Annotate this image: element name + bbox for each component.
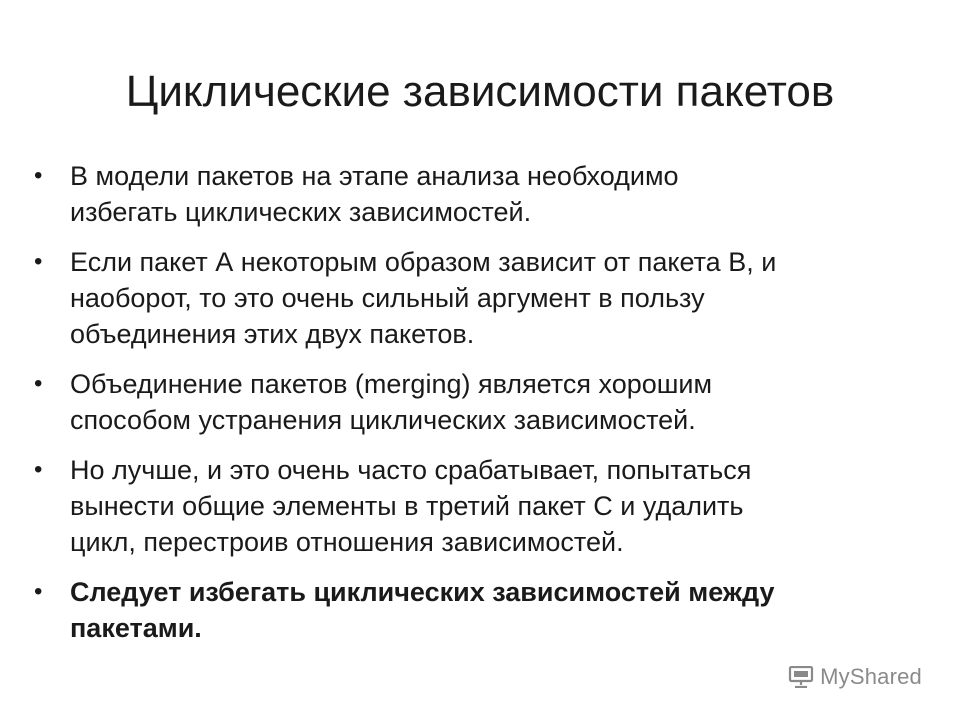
bullet-line: наоборот, то это очень сильный аргумент в пользу <box>70 283 705 313</box>
bullet-text <box>70 158 914 230</box>
bullet-line: пакетами. <box>70 613 202 643</box>
bullet-dot: • <box>34 370 43 397</box>
bullet-line: объединения этих двух пакетов. <box>70 319 475 349</box>
bullet-line: Объединение пакетов (merging) является хорошим <box>70 369 713 399</box>
bullet-text <box>70 244 914 352</box>
bullet-line: В модели пакетов на этапе анализа необходимо <box>70 161 679 191</box>
bullet-dot: • <box>34 162 43 189</box>
slide-title: Циклические зависимости пакетов <box>125 67 835 116</box>
bullet-dot: • <box>34 248 43 275</box>
bullet-line: Но лучше, и это очень часто срабатывает, попытаться <box>70 455 752 485</box>
bullet-line: вынести общие элементы в третий пакет С и удалить <box>70 491 744 521</box>
bullet-text <box>70 366 914 438</box>
presentation-board-icon <box>788 666 814 688</box>
bullet-dot: • <box>34 456 43 483</box>
bullet-line: Если пакет А некоторым образом зависит от пакета В, и <box>70 247 777 277</box>
bullet-list <box>34 158 914 660</box>
watermark <box>788 664 922 690</box>
bullet-item <box>34 158 914 230</box>
bullet-item <box>34 366 914 438</box>
bullet-item-emphasis <box>34 574 914 646</box>
bullet-dot: • <box>34 578 43 605</box>
bullet-line: Следует избегать циклических зависимостей между <box>70 577 775 607</box>
bullet-text <box>70 452 914 560</box>
watermark-text: MyShared <box>820 664 922 689</box>
bullet-item <box>34 452 914 560</box>
bullet-line: способом устранения циклических зависимостей. <box>70 405 696 435</box>
bullet-line: избегать циклических зависимостей. <box>70 197 532 227</box>
bullet-item <box>34 244 914 352</box>
bullet-line: цикл, перестроив отношения зависимостей. <box>70 527 624 557</box>
bullet-text <box>70 574 914 646</box>
